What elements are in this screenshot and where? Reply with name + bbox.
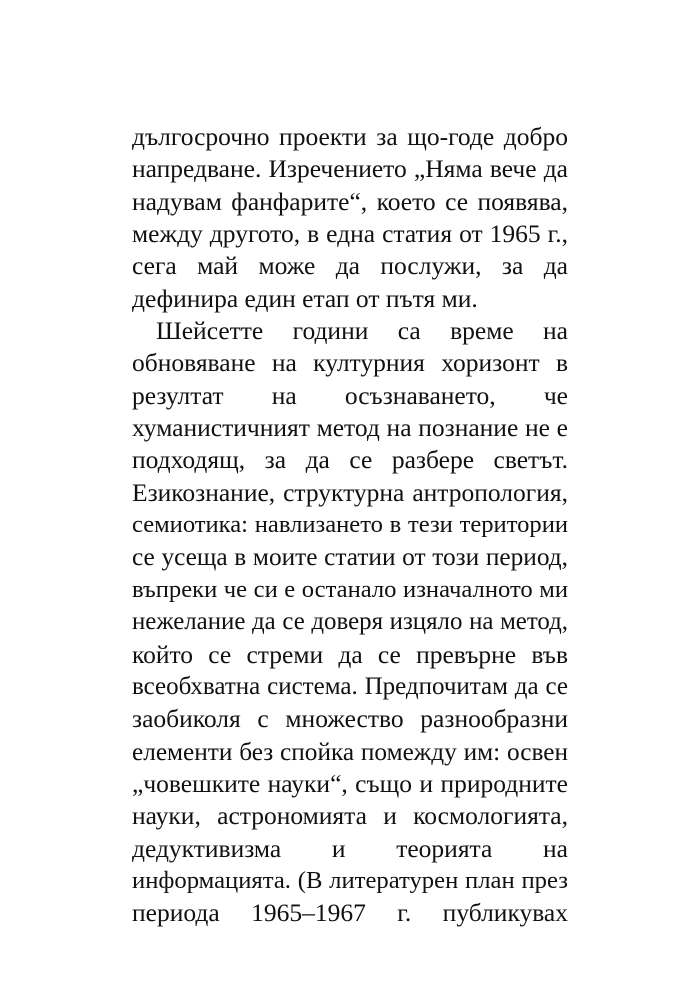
paragraph-2 bbox=[132, 315, 568, 930]
text-line: всеобхватна система. Предпочитам да се bbox=[132, 672, 568, 700]
text-line: дефинира един етап от пътя ми. bbox=[132, 283, 478, 313]
text-line: елементи без спойка помежду им: освен bbox=[132, 737, 568, 766]
text-line: информацията. (В литературен план през bbox=[132, 866, 568, 894]
text-line: резултат на осъзнаването, че bbox=[132, 380, 568, 410]
text-line: Шейсетте години са време на bbox=[156, 316, 568, 346]
text-line: хуманистичният метод на познание не е bbox=[132, 413, 568, 443]
text-line: семиотика: навлизането в тези територии bbox=[132, 511, 568, 539]
text-line: се усеща в моите статии от този период, bbox=[132, 543, 568, 572]
text-line: „човешките науки“, също и природните bbox=[132, 768, 568, 798]
text-line: нежелание да се доверя изцяло на метод, bbox=[132, 608, 568, 636]
paragraph-1 bbox=[132, 121, 568, 315]
text-line: напредване. Изречението „Няма вече да bbox=[132, 154, 568, 184]
text-line: дедуктивизма и теорията на bbox=[132, 833, 568, 863]
text-line: който се стреми да се превърне във bbox=[132, 639, 568, 669]
text-line: обновяване на културния хоризонт в bbox=[132, 348, 568, 378]
text-line: подходящ, за да се разбере светът. bbox=[132, 445, 568, 475]
text-line: периода 1965–1967 г. публикувах bbox=[132, 898, 568, 928]
text-line: науки, астрономията и космологията, bbox=[132, 801, 568, 831]
body-text bbox=[132, 121, 568, 930]
text-line: заобиколя с множество разнообразни bbox=[132, 704, 568, 734]
text-line: въпреки че си е останало изначалното ми bbox=[132, 575, 568, 603]
text-line: дългосрочно проекти за що-годе добро bbox=[132, 122, 568, 151]
text-line: надувам фанфарите“, което се появява, bbox=[132, 186, 568, 216]
text-line: между другото, в една статия от 1965 г., bbox=[132, 219, 568, 249]
text-line: сега май може да послужи, за да bbox=[132, 251, 568, 281]
text-line: Езикознание, структурна антропология, bbox=[132, 477, 568, 507]
